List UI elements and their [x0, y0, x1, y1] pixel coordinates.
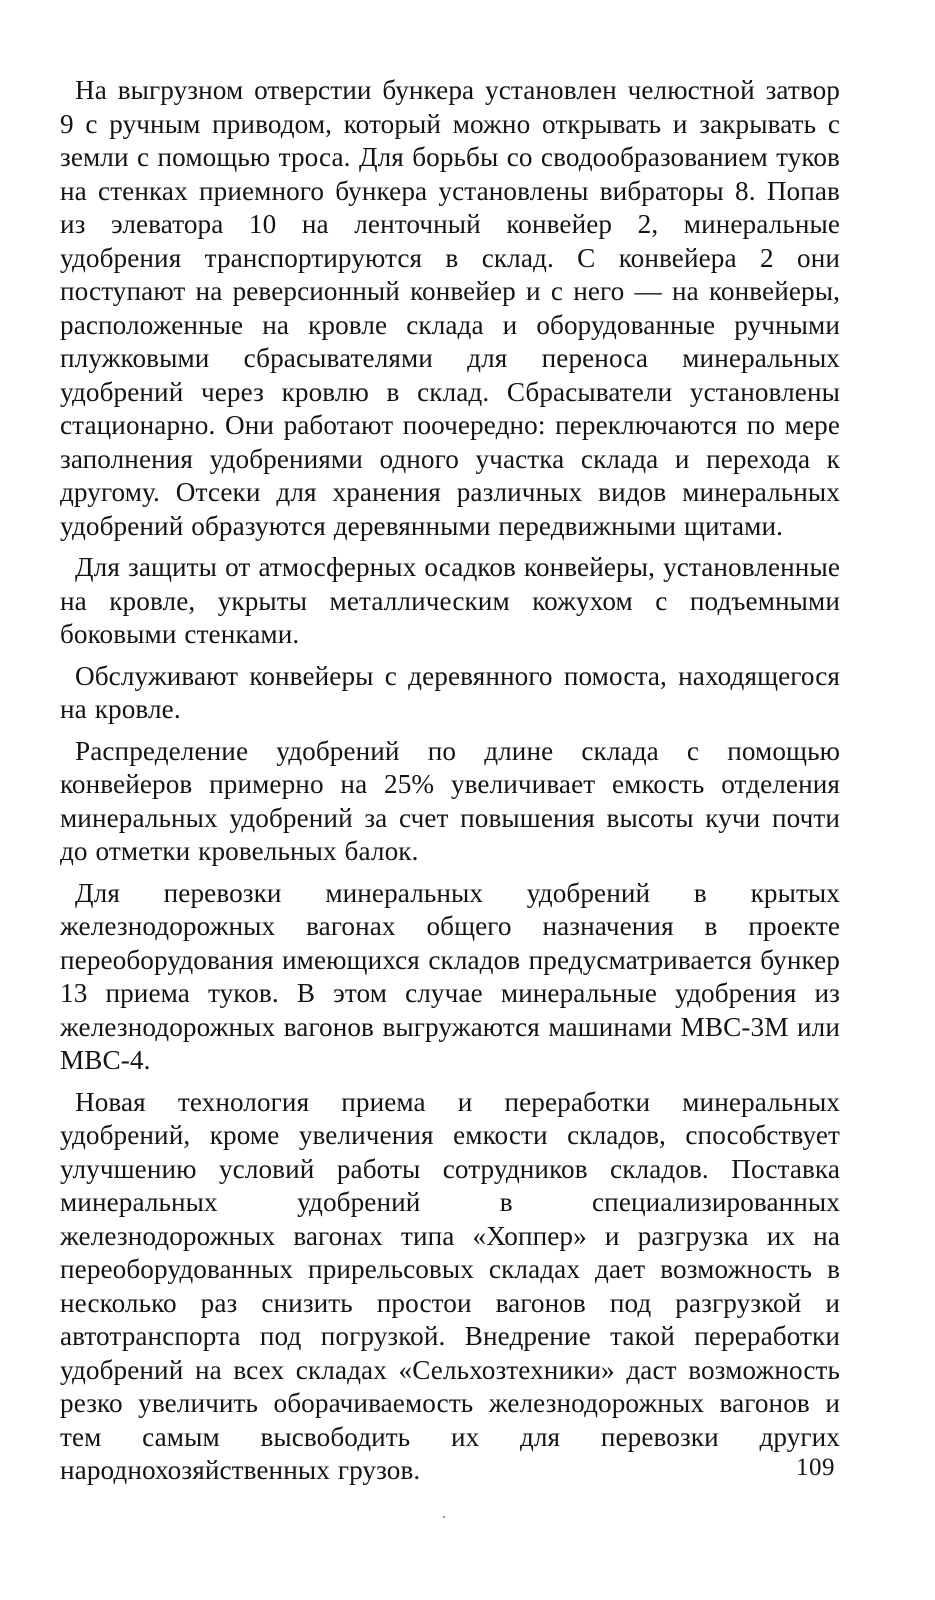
paragraph-5: Для перевозки минеральных удобрений в крытых железнодорожных вагонах общего назначения в проекте переоборудования имеющихся складов предусматривается бункер 13 приема туков. В этом случае минеральные удобрения из железнодорожных вагонов выгружаются машинами МВС-3М или МВС-4. [60, 877, 840, 1075]
paragraph-4: Распределение удобрений по длине склада с помощью конвейеров примерно на 25% увеличивает емкость отделения минеральных удобрений за счет повышения высоты кучи почти до отметки кровельных балок. [60, 735, 840, 866]
paragraph-2: Для защиты от атмосферных осадков конвейеры, установленные на кровле, укрыты металлическим кожухом с подъемными боковыми стенками. [60, 552, 840, 649]
paragraph-3: Обслуживают конвейеры с деревянного помоста, находящегося на кровле. [60, 660, 840, 724]
print-speck [443, 1516, 445, 1518]
page-body [60, 74, 840, 1496]
paragraph-6: Новая технология приема и переработки минеральных удобрений, кроме увеличения емкости складов, способствует улучшению условий работы сотрудников складов. Поставка минеральных удобрений в специализированных железнодорожных вагонах типа «Хоппер» и разгрузка их на переоборудованных прирельсовых складах дает возможность в несколько раз снизить простои вагонов под разгрузкой и автотранспорта под погрузкой. Внедрение такой переработки удобрений на всех складах «Сельхозтехники» даст возможность резко увеличить оборачиваемость железнодорожных вагонов и тем самым высвободить их для перевозки других народнохозяйственных грузов. [60, 1086, 840, 1485]
paragraph-1: На выгрузном отверстии бункера установлен челюстной затвор 9 с ручным приводом, который можно открывать и закрывать с земли с помощью троса. Для борьбы со сводообразованием туков на стенках приемного бункера установлены вибраторы 8. Попав из элеватора 10 на ленточный конвейер 2, минеральные удобрения транспортируются в склад. С конвейера 2 они поступают на реверсионный конвейер и с него — на конвейеры, расположенные на кровле склада и оборудованные ручными плужковыми сбрасывателями для переноса минеральных удобрений через кровлю в склад. Сбрасыватели установлены стационарно. Они работают поочередно: переключаются по мере заполнения удобрениями одного участка склада и перехода к другому. Отсеки для хранения различных видов минеральных удобрений образуются деревянными передвижными щитами. [60, 75, 840, 541]
page-number: 109 [796, 1454, 835, 1481]
